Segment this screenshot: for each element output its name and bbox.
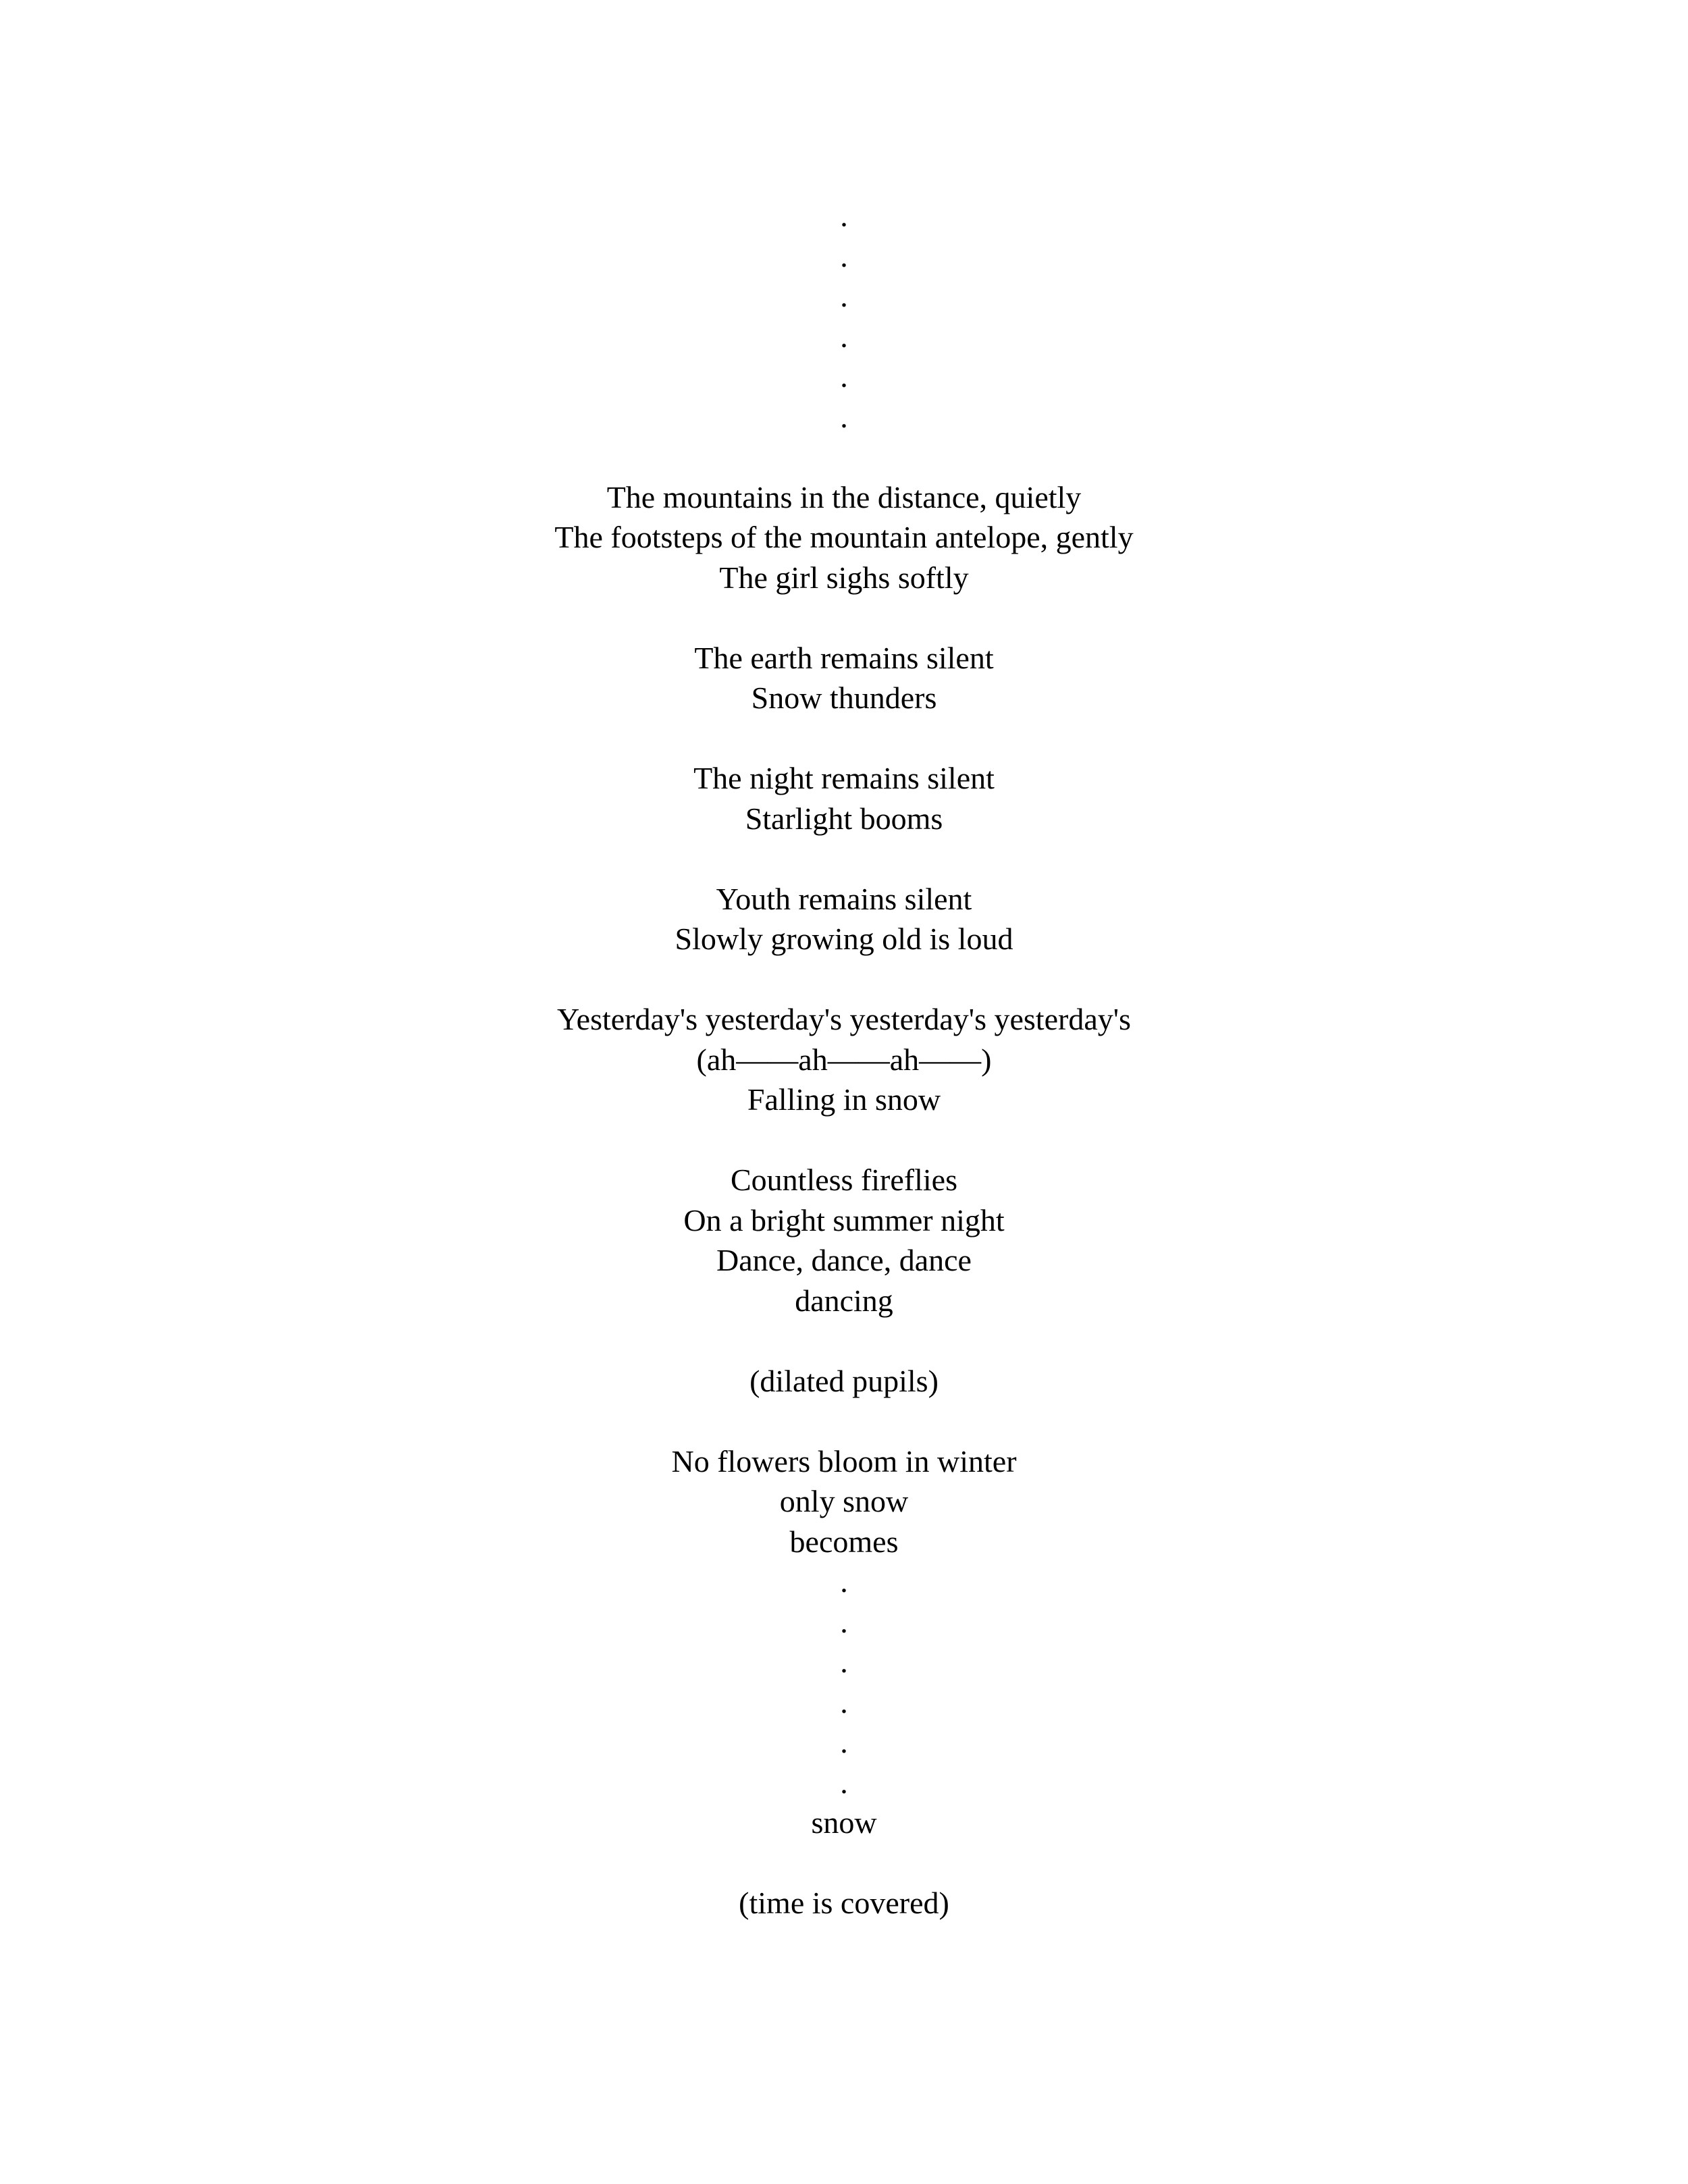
- poem-line: dancing: [795, 1283, 893, 1318]
- poem-line: Falling in snow: [747, 1082, 941, 1117]
- poem-line: .: [840, 238, 848, 273]
- stanza-break: [0, 1321, 1688, 1361]
- poem-line: No flowers bloom in winter: [671, 1443, 1017, 1479]
- poem-line: .: [840, 399, 848, 434]
- stanza-break: [0, 1843, 1688, 1884]
- poem-line: (dilated pupils): [749, 1363, 939, 1398]
- poem-line: Slowly growing old is loud: [675, 922, 1013, 956]
- poem-line: The earth remains silent: [694, 640, 994, 675]
- stanza-break: [0, 437, 1688, 477]
- poem-line: Youth remains silent: [716, 881, 972, 916]
- poem-line: .: [840, 1604, 848, 1639]
- poem-line: Yesterday's yesterday's yesterday's yesterday's: [557, 1002, 1131, 1036]
- poem-line: .: [840, 279, 848, 313]
- poem-line: The mountains in the distance, quietly: [606, 479, 1082, 514]
- poem-line: The night remains silent: [693, 761, 995, 795]
- poem-line: .: [840, 1725, 848, 1759]
- poem-body: [0, 196, 1688, 1923]
- poem-line: snow: [811, 1805, 877, 1840]
- stanza-break: [0, 959, 1688, 1000]
- poem-line: The footsteps of the mountain antelope, gently: [554, 520, 1134, 554]
- poem-line: .: [840, 1645, 848, 1679]
- stanza-break: [0, 1401, 1688, 1441]
- poem-line: Countless fireflies: [731, 1163, 957, 1197]
- poem-line: only snow: [779, 1484, 909, 1518]
- poem-line: becomes: [789, 1524, 899, 1559]
- poem-line: Starlight booms: [745, 801, 943, 836]
- poem-line: The girl sighs softly: [719, 560, 969, 595]
- stanza-break: [0, 597, 1688, 638]
- poem-line: Dance, dance, dance: [716, 1243, 972, 1277]
- poem-line: On a bright summer night: [683, 1202, 1005, 1237]
- poem-line: .: [840, 1765, 848, 1800]
- stanza-break: [0, 838, 1688, 879]
- stanza-break: [0, 1120, 1688, 1161]
- poem-line: (ah——ah——ah——): [696, 1042, 992, 1077]
- poem-line: (time is covered): [739, 1886, 949, 1920]
- poem-line: .: [840, 1684, 848, 1720]
- poem-line: .: [840, 1564, 848, 1599]
- poem-line: Snow thunders: [751, 681, 937, 715]
- poem-page: [0, 196, 1688, 1923]
- poem-line: .: [840, 319, 848, 354]
- poem-line: .: [840, 198, 848, 233]
- stanza-break: [0, 718, 1688, 759]
- poem-line: .: [840, 359, 848, 394]
